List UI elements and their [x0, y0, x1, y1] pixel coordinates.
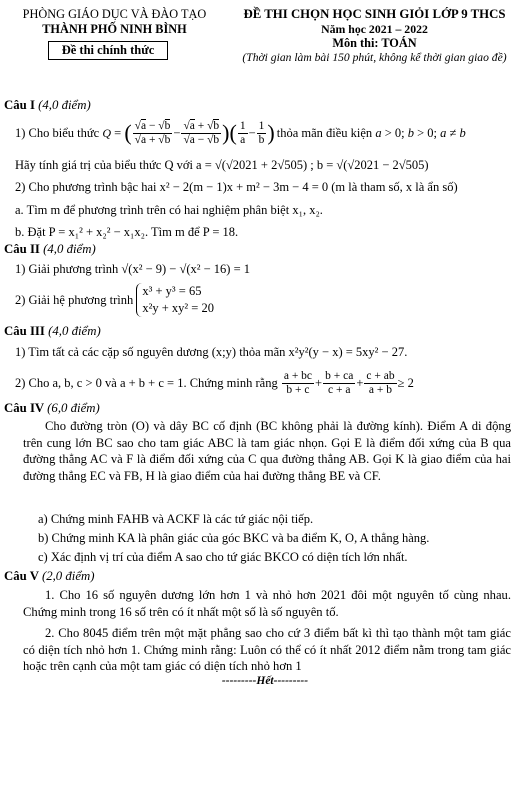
q4-part-c: c) Xác định vị trí của điểm A sao cho tứ giác BKCO có diện tích lớn nhất. [38, 550, 408, 564]
q1-part1-line2: Hãy tính giá trị của biểu thức Q với a = √(√2021 + 2√505) ; b = √(√2021 − 2√505) [15, 158, 429, 172]
q1-part2b: b. Đặt P = x₁² + x₂² − x₁x₂. Tìm m để P = 18. [15, 225, 239, 239]
q1-heading: Câu I (4,0 điểm) [4, 98, 91, 112]
equation-system [136, 283, 214, 317]
q5-part1: 1. Cho 16 số nguyên dương lớn hơn 1 và nhỏ hơn 2021 đôi một nguyên tố cùng nhau. Chứng minh trong 16 số trên có ít nhất một số là số nguyên tố. [23, 588, 511, 619]
q5-heading: Câu V (2,0 điểm) [4, 569, 95, 583]
q4-part-a: a) Chứng minh FAHB và ACKF là các tứ giác nội tiếp. [38, 512, 314, 526]
q1-part2: 2) Cho phương trình bậc hai x² − 2(m − 1)x + m² − 3m − 4 = 0 (m là tham số, x là ẩn số) [15, 180, 458, 194]
equation-2: x²y + xy² = 20 [142, 301, 214, 315]
equation-1: x³ + y³ = 65 [142, 284, 202, 298]
department-name: PHÒNG GIÁO DỤC VÀ ĐÀO TẠO [22, 7, 207, 21]
exam-title: ĐỀ THI CHỌN HỌC SINH GIỎI LỚP 9 THCS [243, 7, 506, 21]
q3-part2: 2) Cho a, b, c > 0 và a + b + c = 1. Chứng minh rằng $\frac{a + bc}{b + c}$ + $\frac{b + ca}{c + a}$ + $\frac{c + ab}{a + b}$ ≥ 2 [15, 369, 414, 396]
q3-part1: 1) Tìm tất cả các cặp số nguyên dương (x;y) thỏa mãn x²y²(y − x) = 5xy² − 27. [15, 345, 408, 359]
subject: Môn thi: TOÁN [332, 36, 417, 50]
time-note: (Thời gian làm bài 150 phút, không kể thời gian giao đề) [242, 51, 507, 64]
q2-heading: Câu II (4,0 điểm) [4, 242, 96, 256]
city-name: THÀNH PHỐ NINH BÌNH [42, 22, 187, 36]
header-left [12, 7, 217, 36]
end-marker: ---------Hết--------- [221, 675, 309, 687]
q1-part1: 1) Cho biểu thức Q = ( $\frac{√a - √b}{√a + √b}$ − $\frac{√a + √b}{√a - √b}$ ) ( $\frac{1}{a}$ − $\frac{1}{b}$ ) thỏa mãn điều kiện a > 0; b > 0; a ≠ b [15, 119, 466, 146]
q4-part-b: b) Chứng minh KA là phân giác của góc BKC và ba điểm K, O, A thẳng hàng. [38, 531, 430, 545]
q5-part2: 2. Cho 8045 điểm trên một mặt phẳng sao cho cứ 3 điểm bất kì thì tạo thành một tam giác có diện tích nhỏ hơn 1. Chứng minh rằng: Luôn có thể có ít nhất 2012 điểm nằm trong tam giác hoặc trên cạnh của một tam giác có diện tích nhỏ hơn 1 [23, 626, 511, 674]
q2-part2-label: 2) Giải hệ phương trình [15, 292, 134, 307]
q2-part2 [15, 283, 214, 317]
q4-heading: Câu IV (6,0 điểm) [4, 401, 100, 415]
header-right [222, 6, 527, 65]
q3-heading: Câu III (4,0 điểm) [4, 324, 101, 338]
q2-part1: 1) Giải phương trình √(x² − 9) − √(x² − 16) = 1 [15, 262, 250, 276]
q1-part2a: a. Tìm m để phương trình trên có hai nghiệm phân biệt x₁, x₂. [15, 203, 323, 217]
school-year: Năm học 2021 – 2022 [321, 22, 428, 36]
official-box: Đề thi chính thức [48, 41, 168, 60]
q4-intro: Cho đường tròn (O) và dây BC cố định (BC không phải là đường kính). Điểm A di động trên cung lớn BC sao cho tam giác ABC là tam giác nhọn. Gọi E là điểm đối xứng của B qua đường thẳng AC và F là điểm đối xứng của C qua đường thẳng AB. Gọi K là giao điểm của hai đường thẳng EC và FB, H là giao điểm của hai đường thẳng BE và CF. [23, 419, 511, 483]
q3-part2-label: 2) Cho a, b, c > 0 và a + b + c = 1. Chứng minh rằng [15, 375, 278, 390]
